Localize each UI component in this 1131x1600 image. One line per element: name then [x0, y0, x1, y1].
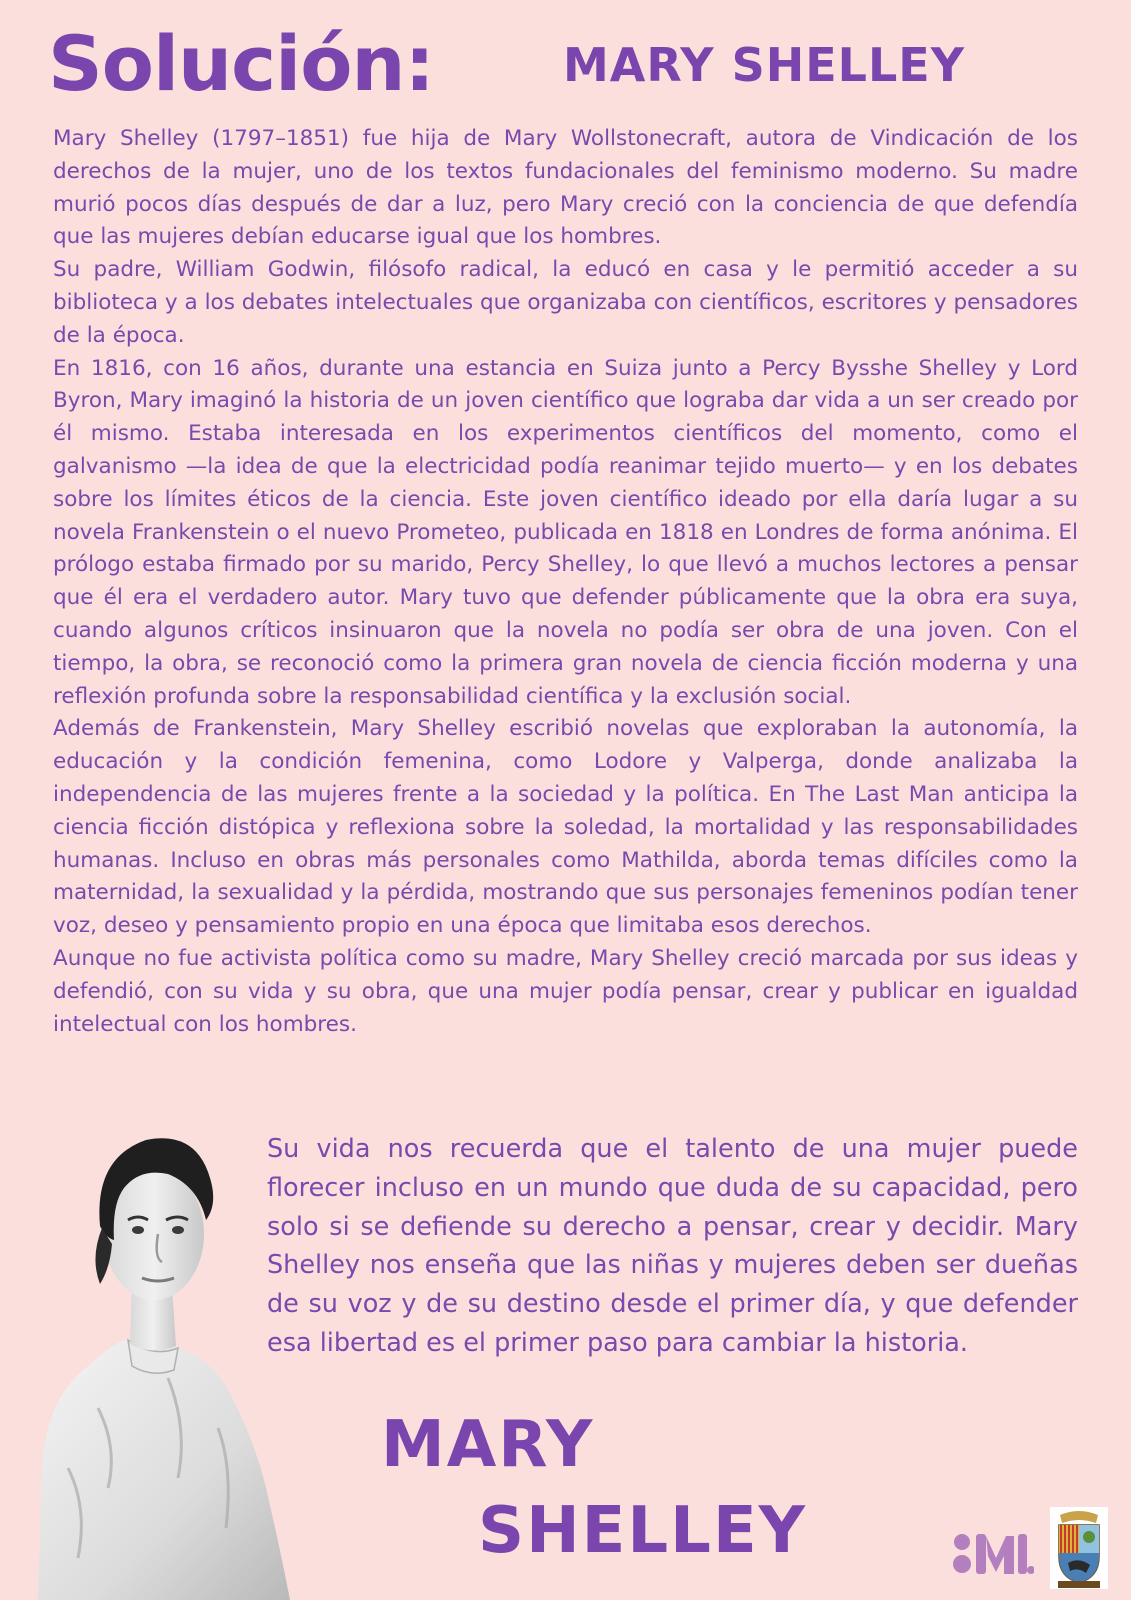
paragraph: Su padre, William Godwin, filósofo radical, la educó en casa y le permitió acceder a su biblioteca y a los debates intelectuales que organizaba con científicos, escritores y pensadores de la época. — [53, 257, 1078, 348]
portrait-photo — [28, 1108, 308, 1600]
name-line-2: SHELLEY — [478, 1494, 807, 1568]
coat-of-arms-icon — [1050, 1507, 1108, 1589]
paragraph: Además de Frankenstein, Mary Shelley escribió novelas que exploraban la autonomía, la educación y la condición femenina, como Lodore y Valperga, donde analizaba la independencia de las mujeres frente a la sociedad y la política. En The Last Man anticipa la ciencia ficción distópica y reflexiona sobre la soledad, la mortalidad y las responsabilidades humanas. Incluso en obras más personales como Mathilda, aborda temas difíciles como la maternidad, la sexualidad y la pérdida, mostrando que sus personajes femeninos podían tener voz, deseo y pensamiento propio en una época que limitaba esos derechos. — [53, 716, 1078, 939]
paragraph: Mary Shelley (1797–1851) fue hija de Mary Wollstonecraft, autora de Vindicación de los derechos de la mujer, uno de los textos fundacionales del feminismo moderno. Su madre murió pocos días después de dar a luz, pero Mary creció con la conciencia de que defendía que las mujeres debían educarse igual que los hombres. — [53, 126, 1078, 250]
paragraph: En 1816, con 16 años, durante una estancia en Suiza junto a Percy Bysshe Shelley y Lord Byron, Mary imaginó la historia de un joven científico que lograba dar vida a un ser creado por él mismo. Estaba interesada en los experimentos científicos del momento, como el galvanismo —la idea de que la electricidad podía reanimar tejido muerto— y en los debates sobre los límites éticos de la ciencia. Este joven científico ideado por ella daría lugar a su novela Frankenstein o el nuevo Prometeo, publicada en 1818 en Londres de forma anónima. El prólogo estaba firmado por su marido, Percy Shelley, lo que llevó a muchos lectores a pensar que él era el verdadero autor. Mary tuvo que defender públicamente que la obra era suya, cuando algunos críticos insinuaron que la novela no podía ser obra de una joven. Con el tiempo, la obra, se reconoció como la primera gran novela de ciencia ficción moderna y una reflexión profunda sobre la responsabilidad científica y la exclusión social. — [53, 355, 1078, 709]
page-title: Solución: — [48, 19, 434, 108]
closing-quote: Su vida nos recuerda que el talento de una mujer puede florecer incluso en un mundo que duda de su capacidad, pero solo si se defiende su derecho a pensar, crear y decidir. Mary Shelley nos enseña que las niñas y mujeres deben ser dueñas de su voz y de su destino desde el primer día, y que defender esa libertad es el primer paso para cambiar la historia. — [267, 1134, 1078, 1358]
name-line-1: MARY — [381, 1408, 595, 1482]
paragraph: Aunque no fue activista política como su madre, Mary Shelley creció marcada por sus ideas y defendió, con su vida y su obra, que una mujer podía pensar, crear y publicar en igualdad intelectual con los hombres. — [53, 945, 1078, 1037]
page-subtitle: MARY SHELLEY — [563, 38, 966, 92]
logo-icon — [950, 1528, 1034, 1578]
biography-text — [53, 123, 1078, 1041]
